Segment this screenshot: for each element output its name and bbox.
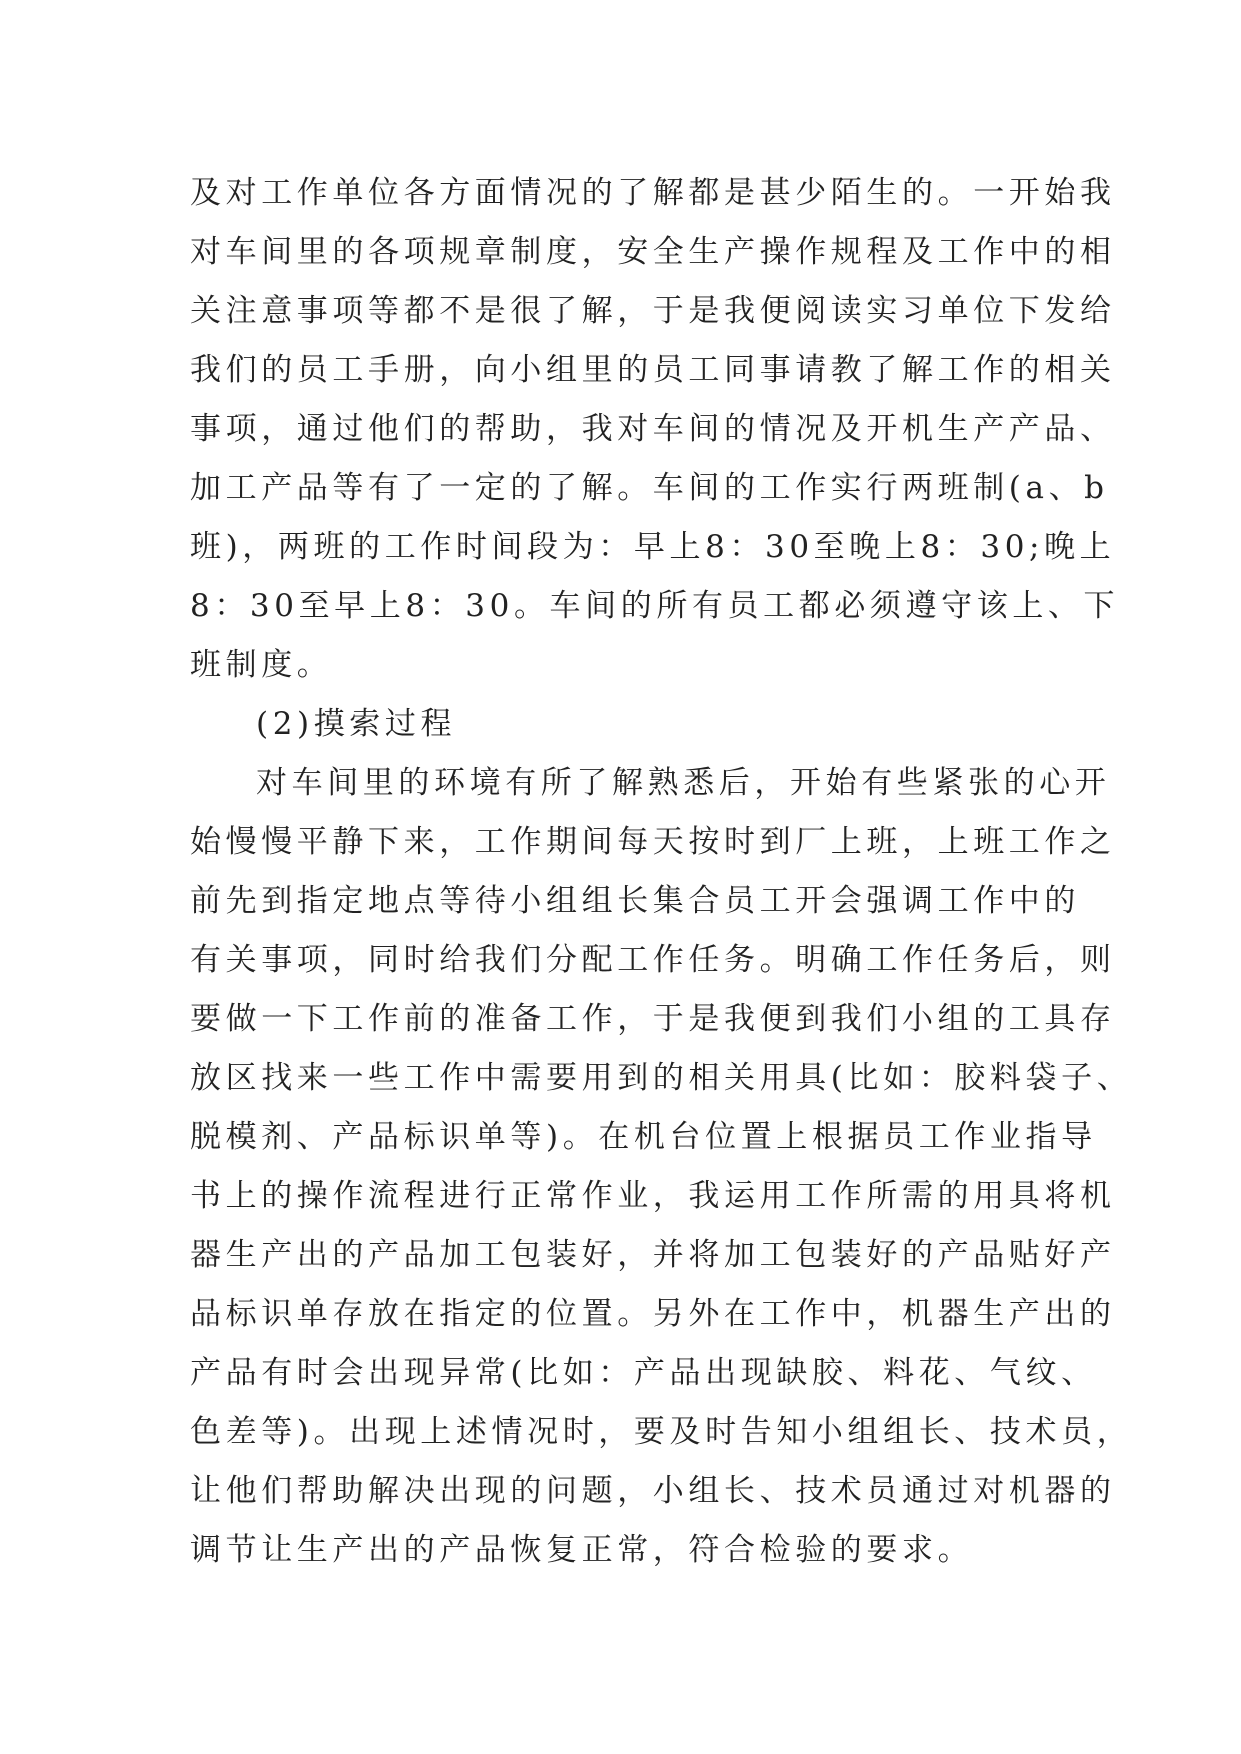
text-line: 事项，通过他们的帮助，我对车间的情况及开机生产产品、 — [190, 411, 1116, 447]
text-line: 前先到指定地点等待小组组长集合员工开会强调工作中的 — [190, 883, 1080, 919]
text-line: 放区找来一些工作中需要用到的相关用具(比如：胶料袋子、 — [190, 1060, 1133, 1096]
text-line: 色差等)。出现上述情况时，要及时告知小组组长、技术员， — [190, 1414, 1133, 1450]
paragraph-first-line: 对车间里的环境有所了解熟悉后，开始有些紧张的心开 — [256, 765, 1111, 801]
text-line: 及对工作单位各方面情况的了解都是甚少陌生的。一开始我 — [190, 175, 1116, 211]
text-line: 8：30至早上8：30。车间的所有员工都必须遵守该上、下 — [190, 588, 1120, 624]
text-line: 要做一下工作前的准备工作，于是我便到我们小组的工具存 — [190, 1001, 1116, 1037]
text-line: 班)，两班的工作时间段为：早上8：30至晚上8：30;晚上 — [190, 529, 1116, 565]
text-line: 脱模剂、产品标识单等)。在机台位置上根据员工作业指导 — [190, 1119, 1097, 1155]
text-line: 书上的操作流程进行正常作业，我运用工作所需的用具将机 — [190, 1178, 1116, 1214]
text-line: 品标识单存放在指定的位置。另外在工作中，机器生产出的 — [190, 1296, 1116, 1332]
text-line: 加工产品等有了一定的了解。车间的工作实行两班制(a、b — [190, 470, 1109, 506]
text-line: 有关事项，同时给我们分配工作任务。明确工作任务后，则 — [190, 942, 1116, 978]
text-line: 产品有时会出现异常(比如：产品出现缺胶、料花、气纹、 — [190, 1355, 1097, 1391]
text-line: 调节让生产出的产品恢复正常，符合检验的要求。 — [190, 1532, 974, 1568]
body-text — [190, 164, 1133, 1580]
text-line: 班制度。 — [190, 647, 333, 683]
text-line: 让他们帮助解决出现的问题，小组长、技术员通过对机器的 — [190, 1473, 1116, 1509]
section-heading: (2)摸索过程 — [256, 706, 457, 742]
text-line: 对车间里的各项规章制度，安全生产操作规程及工作中的相 — [190, 234, 1116, 270]
text-line: 始慢慢平静下来，工作期间每天按时到厂上班，上班工作之 — [190, 824, 1116, 860]
text-line: 器生产出的产品加工包装好，并将加工包装好的产品贴好产 — [190, 1237, 1116, 1273]
text-line: 我们的员工手册，向小组里的员工同事请教了解工作的相关 — [190, 352, 1116, 388]
text-line: 关注意事项等都不是很了解，于是我便阅读实习单位下发给 — [190, 293, 1116, 329]
